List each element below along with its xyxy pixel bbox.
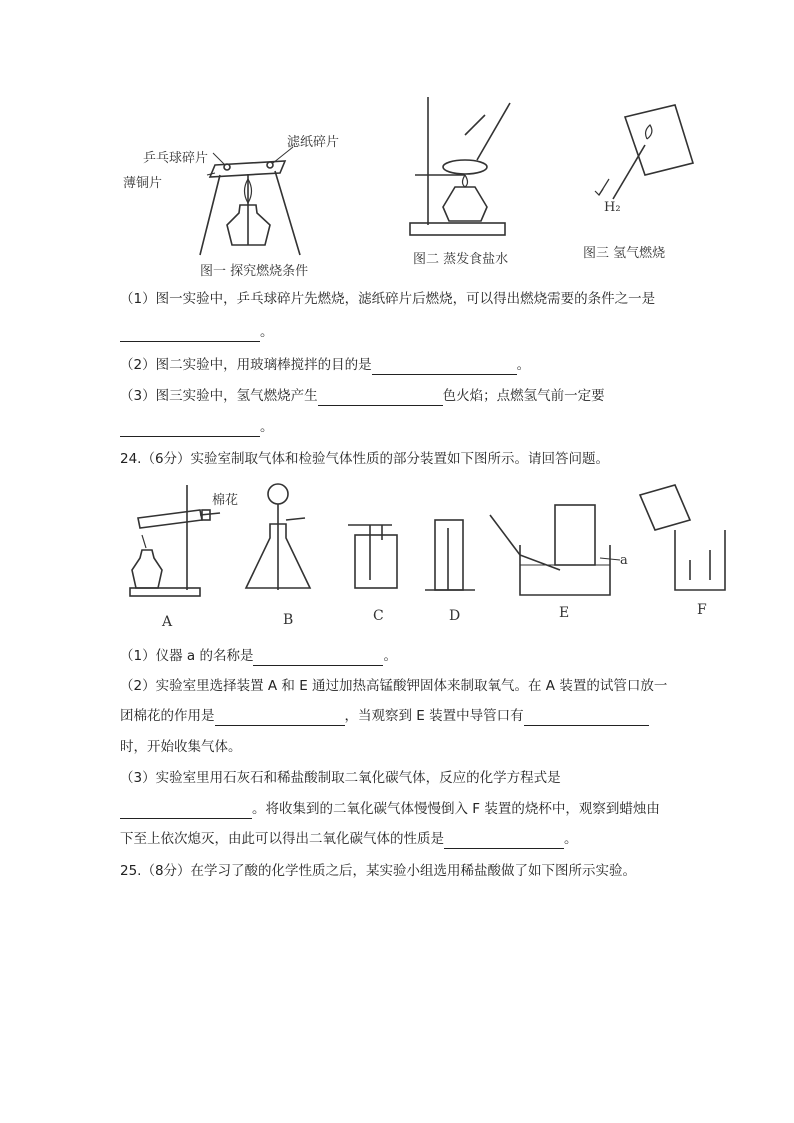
q23-part1-end: 。 bbox=[260, 324, 274, 340]
q24-blank-1[interactable] bbox=[253, 650, 383, 666]
q24-part2b-text: 团棉花的作用是 bbox=[120, 708, 215, 724]
q23-part2 bbox=[120, 355, 530, 375]
apparatus-letter-c: C bbox=[373, 608, 384, 624]
q24-part3c-end: 。 bbox=[564, 831, 578, 847]
q24-part1-end: 。 bbox=[383, 648, 397, 664]
q23-part3-mid: 色火焰；点燃氢气前一定要 bbox=[442, 388, 605, 404]
apparatus-letter-d: D bbox=[449, 608, 461, 624]
q25-heading: 25.（8分）在学习了酸的化学性质之后，某实验小组选用稀盐酸做了如下图所示实验。 bbox=[120, 863, 637, 879]
q24-part3-line3 bbox=[120, 829, 578, 849]
q24-blank-2[interactable] bbox=[215, 710, 345, 726]
q23-part3-end: 。 bbox=[260, 419, 274, 435]
apparatus-letter-e: E bbox=[559, 605, 570, 621]
q24-part3b-end: 。将收集到的二氧化碳气体慢慢倒入 F 装置的烧杯中，观察到蜡烛由 bbox=[252, 801, 660, 817]
q24-part2: （2）实验室里选择装置 A 和 E 通过加热高锰酸钾固体来制取氧气。在 A 装置的试管口放一 bbox=[120, 678, 668, 694]
label-cotton: 棉花 bbox=[212, 493, 239, 508]
q24-part2-line3: 时，开始收集气体。 bbox=[120, 739, 242, 755]
q23-part3-answer-line bbox=[120, 417, 274, 437]
q24-blank-3[interactable] bbox=[524, 710, 649, 726]
q24-blank-4[interactable] bbox=[120, 803, 252, 819]
q24-part1-text: （1）仪器 a 的名称是 bbox=[120, 648, 254, 664]
q23-part2-text: （2）图二实验中，用玻璃棒搅拌的目的是 bbox=[120, 357, 372, 373]
q23-part1 bbox=[120, 289, 655, 309]
label-pingpong: 乒乓球碎片 bbox=[143, 151, 209, 166]
q23-blank-1[interactable] bbox=[120, 326, 260, 342]
q23-part2-end: 。 bbox=[516, 357, 531, 373]
q24-part2-line2 bbox=[120, 706, 649, 726]
q23-part1-text: （1）图一实验中，乒乓球碎片先燃烧，滤纸碎片后燃烧，可以得出燃烧需要的条件之一是 bbox=[120, 291, 656, 307]
figure-3-caption: 图三 氢气燃烧 bbox=[583, 246, 666, 261]
q24-blank-5[interactable] bbox=[444, 833, 564, 849]
q24-part1 bbox=[120, 646, 397, 666]
apparatus-letter-a: A bbox=[162, 614, 173, 630]
label-copper-sheet: 薄铜片 bbox=[123, 176, 163, 191]
q24-part3c-text: 下至上依次熄灭，由此可以得出二氧化碳气体的性质是 bbox=[120, 831, 444, 847]
q23-part3 bbox=[120, 386, 605, 406]
label-a: a bbox=[620, 553, 628, 568]
q24-part2b-mid: ，当观察到 E 装置中导管口有 bbox=[344, 708, 524, 724]
q24-heading: 24.（6分）实验室制取气体和检验气体性质的部分装置如下图所示。请回答问题。 bbox=[120, 451, 610, 467]
q23-part1-answer-line bbox=[120, 322, 274, 342]
label-filter-paper: 滤纸碎片 bbox=[287, 135, 340, 150]
figure-1-caption: 图一 探究燃烧条件 bbox=[200, 264, 309, 279]
apparatus-letter-b: B bbox=[283, 612, 294, 628]
q23-blank-3[interactable] bbox=[318, 390, 443, 406]
q23-part3-text: （3）图三实验中，氢气燃烧产生 bbox=[120, 388, 318, 404]
figure-2-caption: 图二 蒸发食盐水 bbox=[413, 252, 509, 267]
q24-part3: （3）实验室里用石灰石和稀盐酸制取二氧化碳气体，反应的化学方程式是 bbox=[120, 770, 561, 786]
apparatus-letter-f: F bbox=[697, 602, 707, 618]
q23-blank-4[interactable] bbox=[120, 421, 260, 437]
q24-part3-line2 bbox=[120, 799, 660, 819]
label-h2: H₂ bbox=[604, 200, 621, 215]
q23-blank-2[interactable] bbox=[372, 359, 517, 375]
